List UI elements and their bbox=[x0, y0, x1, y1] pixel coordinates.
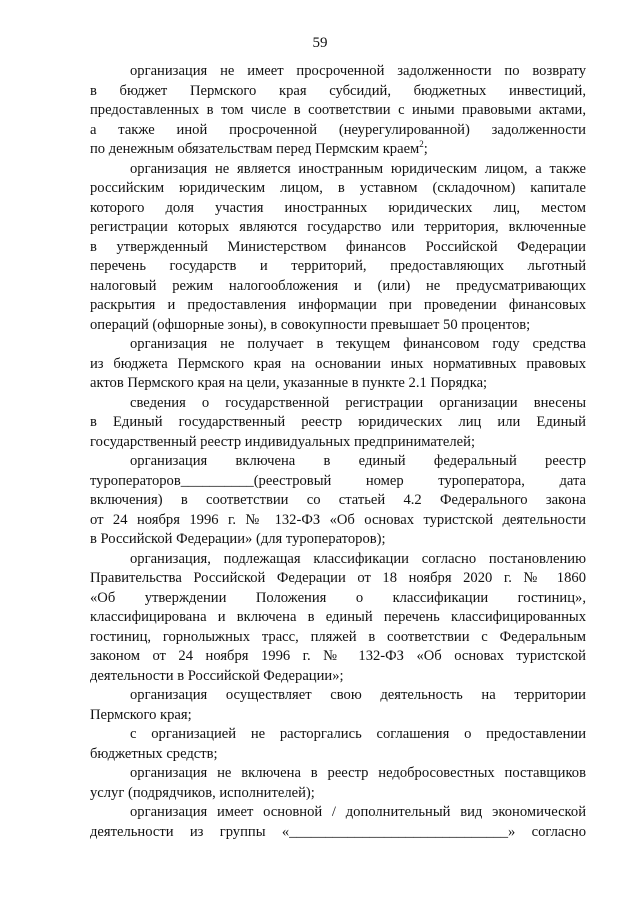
paragraph-line: актов Пермского края на цели, указанные в пункте 2.1 Порядка; bbox=[90, 375, 488, 391]
paragraph bbox=[90, 452, 586, 550]
paragraph-line: которого доля участия иностранных юридических лиц, местом bbox=[90, 199, 586, 216]
paragraph-line: Правительства Российской Федерации от 18 ноября 2020 г. № 1860 bbox=[90, 570, 586, 586]
paragraph-line: гостиниц, горнолыжных трасс, пляжей в соответствии с Федеральным bbox=[90, 628, 586, 645]
paragraph-line: в Российской Федерации» (для туроператоров); bbox=[90, 531, 386, 547]
paragraph bbox=[90, 160, 586, 336]
paragraph-line: организация имеет основной / дополнительный вид экономической bbox=[130, 804, 586, 820]
paragraph bbox=[90, 764, 586, 803]
paragraph bbox=[90, 686, 586, 725]
paragraph-line: классифицирована и включена в единый перечень классифицированных bbox=[90, 609, 586, 625]
paragraph-line: организация включена в единый федеральный реестр bbox=[130, 453, 586, 469]
paragraph-line: Пермского края; bbox=[90, 706, 192, 723]
paragraph-line: организация осуществляет свою деятельность на территории bbox=[130, 687, 586, 703]
paragraph-line: в утвержденный Министерством финансов Российской Федерации bbox=[90, 238, 586, 255]
paragraph-line: перечень государств и территорий, предоставляющих льготный bbox=[90, 258, 586, 274]
paragraph bbox=[90, 725, 586, 764]
paragraph-line: законом от 24 ноября 1996 г. № 132-ФЗ «Об основах туристской bbox=[90, 648, 586, 664]
paragraph bbox=[90, 335, 586, 394]
paragraph-line: налоговый режим налогообложения и (или) не предусматривающих bbox=[90, 277, 586, 294]
paragraph-line: организация не является иностранным юридическим лицом, а также bbox=[130, 160, 586, 177]
footnote-mark: 2 bbox=[419, 139, 424, 150]
paragraph-line: предоставленных в том числе в соответствии с иными правовыми актами, bbox=[90, 102, 586, 118]
paragraph-line: услуг (подрядчиков, исполнителей); bbox=[90, 784, 315, 801]
paragraph-line: организация не получает в текущем финансовом году средства bbox=[130, 336, 586, 352]
paragraph bbox=[90, 394, 586, 453]
paragraph-line: включения) в соответствии со статьей 4.2 Федерального закона bbox=[90, 492, 586, 508]
paragraph-line: в Единый государственный реестр юридических лиц или Единый bbox=[90, 414, 586, 430]
document-body bbox=[90, 62, 586, 842]
paragraph-line: операций (офшорные зоны), в совокупности превышает 50 процентов; bbox=[90, 316, 531, 333]
paragraph-line: организация, подлежащая классификации согласно постановлению bbox=[130, 550, 586, 567]
paragraph bbox=[90, 803, 586, 842]
paragraph-line: деятельности в Российской Федерации»; bbox=[90, 667, 344, 684]
paragraph-tail: ; bbox=[423, 141, 428, 157]
paragraph bbox=[90, 550, 586, 687]
paragraph-line: сведения о государственной регистрации организации внесены bbox=[130, 394, 586, 411]
paragraph-line: от 24 ноября 1996 г. № 132-ФЗ «Об основах туристской деятельности bbox=[90, 511, 586, 528]
paragraph bbox=[90, 62, 586, 160]
paragraph-line: регистрации которых являются государство или территория, включенные bbox=[90, 219, 586, 235]
paragraph-line: с организацией не расторгались соглашения о предоставлении bbox=[130, 726, 586, 742]
paragraph-line: организация не имеет просроченной задолженности по возврату bbox=[130, 63, 586, 79]
paragraph-line: «Об утверждении Положения о классификации гостиниц», bbox=[90, 589, 586, 606]
paragraph-line: в бюджет Пермского края субсидий, бюджетных инвестиций, bbox=[90, 82, 586, 99]
paragraph-line: раскрытия и предоставления информации при проведении финансовых bbox=[90, 297, 586, 313]
paragraph-line: а также иной просроченной (неурегулированной) задолженности bbox=[90, 121, 586, 138]
page-number: 59 bbox=[312, 35, 328, 51]
paragraph-line: деятельности из группы «______________________________» согласно bbox=[90, 823, 586, 840]
paragraph-line: российским юридическим лицом, в уставном (складочном) капитале bbox=[90, 180, 586, 196]
paragraph-line: организация не включена в реестр недобросовестных поставщиков bbox=[130, 765, 586, 781]
paragraph-line: государственный реестр индивидуальных предпринимателей; bbox=[90, 433, 476, 450]
paragraph-line: по денежным обязательствам перед Пермским краем$^2$; bbox=[90, 139, 428, 157]
paragraph-line: бюджетных средств; bbox=[90, 745, 218, 762]
paragraph-line: из бюджета Пермского края на основании иных нормативных правовых bbox=[90, 355, 586, 372]
paragraph-line: туроператоров__________(реестровый номер туроператора, дата bbox=[90, 472, 586, 489]
